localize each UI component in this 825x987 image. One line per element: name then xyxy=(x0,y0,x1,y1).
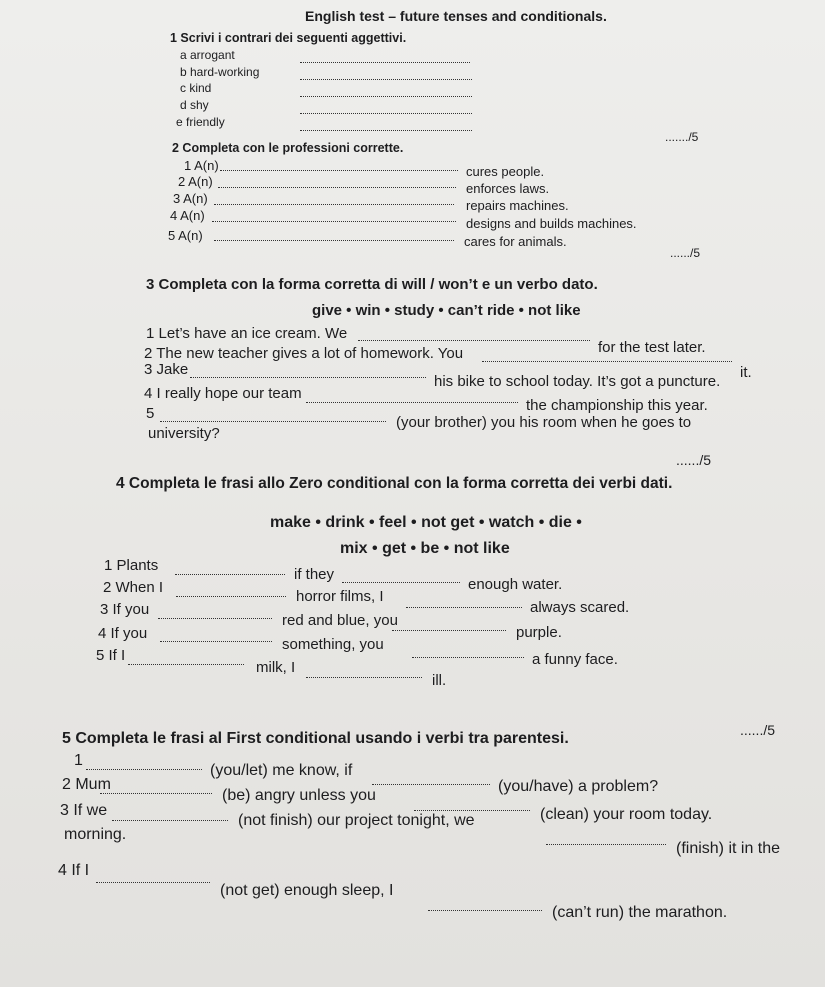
answer-line[interactable] xyxy=(96,882,210,883)
answer-line[interactable] xyxy=(100,793,212,794)
answer-line[interactable] xyxy=(300,113,472,114)
ex5-line-2c: (clean) your room today. xyxy=(540,806,713,823)
ex3-line-4a: 4 I really hope our team xyxy=(144,385,302,402)
ex4-word-bank-2: mix • get • be • not like xyxy=(340,540,510,557)
answer-line[interactable] xyxy=(158,618,272,619)
ex4-line-2c: always scared. xyxy=(530,599,630,616)
answer-line[interactable] xyxy=(406,607,522,608)
answer-line[interactable] xyxy=(112,820,228,821)
ex4-line-2b: horror films, I xyxy=(296,588,384,605)
ex5-line-2a: 2 Mum xyxy=(62,776,111,793)
ex5-line-3c: (finish) it in the xyxy=(676,840,781,857)
answer-line[interactable] xyxy=(428,910,542,911)
ex2-item-3: 3 A(n) xyxy=(173,191,208,206)
ex5-line-4: morning. xyxy=(64,826,127,843)
answer-line[interactable] xyxy=(214,240,454,241)
answer-line[interactable] xyxy=(358,340,590,341)
ex5-line-3b: (not finish) our project tonight, we xyxy=(238,812,475,829)
ex2-item-3-rest: repairs machines. xyxy=(466,198,569,213)
answer-line[interactable] xyxy=(160,641,272,642)
ex3-line-5a: 5 xyxy=(146,405,155,422)
ex4-line-4b: something, you xyxy=(282,636,384,653)
ex5-line-5b: (not get) enough sleep, I xyxy=(220,882,394,899)
answer-line[interactable] xyxy=(306,677,422,678)
ex2-item-2-rest: enforces laws. xyxy=(466,181,550,196)
page-title: English test – future tenses and conditionals. xyxy=(305,8,607,24)
answer-line[interactable] xyxy=(412,657,524,658)
answer-line[interactable] xyxy=(214,204,454,205)
answer-line[interactable] xyxy=(300,96,472,97)
ex5-heading: 5 Completa le frasi al First conditional usando i verbi tra parentesi. xyxy=(62,730,569,747)
ex5-line-2b: (be) angry unless you xyxy=(222,787,376,804)
ex3-word-bank: give • win • study • can’t ride • not like xyxy=(312,302,581,319)
ex1-item-b: b hard-working xyxy=(180,65,260,79)
ex4-score: ....../5 xyxy=(740,722,776,738)
answer-line[interactable] xyxy=(546,844,666,845)
ex2-item-1: 1 A(n) xyxy=(184,158,219,173)
answer-line[interactable] xyxy=(190,377,426,378)
ex4-line-1c: enough water. xyxy=(468,576,563,593)
ex5-line-5a: 4 If I xyxy=(58,862,90,879)
answer-line[interactable] xyxy=(414,810,530,811)
ex3-line-2a: 2 The new teacher gives a lot of homework. You xyxy=(144,345,464,362)
ex3-line-3b: his bike to school today. It’s got a puncture. xyxy=(434,373,721,390)
ex3-score: ....../5 xyxy=(676,452,712,468)
ex5-line-5c: (can’t run) the marathon. xyxy=(552,904,728,921)
ex4-line-5c: ill. xyxy=(432,672,447,689)
answer-line[interactable] xyxy=(220,170,458,171)
answer-line[interactable] xyxy=(212,221,456,222)
ex1-item-a: a arrogant xyxy=(180,48,235,62)
answer-line[interactable] xyxy=(372,784,490,785)
answer-line[interactable] xyxy=(160,421,386,422)
answer-line[interactable] xyxy=(342,582,460,583)
answer-line[interactable] xyxy=(128,664,244,665)
answer-line[interactable] xyxy=(392,630,506,631)
answer-line[interactable] xyxy=(306,402,518,403)
ex3-line-5b: (your brother) you his room when he goes to xyxy=(396,414,692,431)
ex1-item-e: e friendly xyxy=(176,115,225,129)
answer-line[interactable] xyxy=(176,596,286,597)
ex1-item-d: d shy xyxy=(180,98,209,112)
ex4-line-2a: 2 When I xyxy=(103,579,164,596)
ex1-item-c: c kind xyxy=(180,81,212,95)
answer-line[interactable] xyxy=(175,574,285,575)
ex2-heading: 2 Completa con le professioni corrette. xyxy=(172,141,404,155)
ex4-word-bank-1: make • drink • feel • not get • watch • die • xyxy=(270,514,582,531)
ex2-item-5-rest: cares for animals. xyxy=(464,234,567,249)
answer-line[interactable] xyxy=(300,79,472,80)
ex4-line-3a: 3 If you xyxy=(100,601,150,618)
answer-line[interactable] xyxy=(218,187,456,188)
ex5-line-3a: 3 If we xyxy=(60,802,108,819)
ex2-item-2: 2 A(n) xyxy=(178,174,213,189)
ex4-line-4c: a funny face. xyxy=(532,651,618,668)
ex3-line-3a: 3 Jake xyxy=(144,361,189,378)
ex4-line-5a: 5 If I xyxy=(96,647,126,664)
ex4-line-1b: if they xyxy=(294,566,335,583)
answer-line[interactable] xyxy=(482,361,732,362)
ex3-line-6: university? xyxy=(148,425,220,442)
answer-line[interactable] xyxy=(86,769,202,770)
ex4-line-3c: purple. xyxy=(516,624,562,641)
ex4-line-5b: milk, I xyxy=(256,659,296,676)
ex3-line-4b: the championship this year. xyxy=(526,397,708,414)
ex2-item-4: 4 A(n) xyxy=(170,208,205,223)
ex4-line-4a: 4 If you xyxy=(98,625,148,642)
ex2-item-4-rest: designs and builds machines. xyxy=(466,216,637,231)
ex2-item-5: 5 A(n) xyxy=(168,228,203,243)
answer-line[interactable] xyxy=(300,130,472,131)
answer-line[interactable] xyxy=(300,62,470,63)
ex2-item-1-rest: cures people. xyxy=(466,164,545,179)
ex3-heading: 3 Completa con la forma corretta di will / won’t e un verbo dato. xyxy=(146,276,598,293)
ex5-line-1c: (you/have) a problem? xyxy=(498,778,659,795)
ex4-heading: 4 Completa le frasi allo Zero conditional con la forma corretta dei verbi dati. xyxy=(116,475,673,492)
ex3-line-1b: for the test later. xyxy=(598,339,706,356)
ex1-heading: 1 Scrivi i contrari dei seguenti aggettivi. xyxy=(170,31,407,45)
ex5-line-1a: 1 xyxy=(74,752,83,769)
ex4-line-1a: 1 Plants xyxy=(104,557,159,574)
ex5-line-1b: (you/let) me know, if xyxy=(210,762,353,779)
ex3-line-1a: 1 Let’s have an ice cream. We xyxy=(146,325,348,342)
ex1-score: ......./5 xyxy=(665,130,699,144)
ex4-line-3b: red and blue, you xyxy=(282,612,398,629)
ex2-score: ....../5 xyxy=(670,246,701,260)
ex3-line-2b: it. xyxy=(740,364,752,381)
